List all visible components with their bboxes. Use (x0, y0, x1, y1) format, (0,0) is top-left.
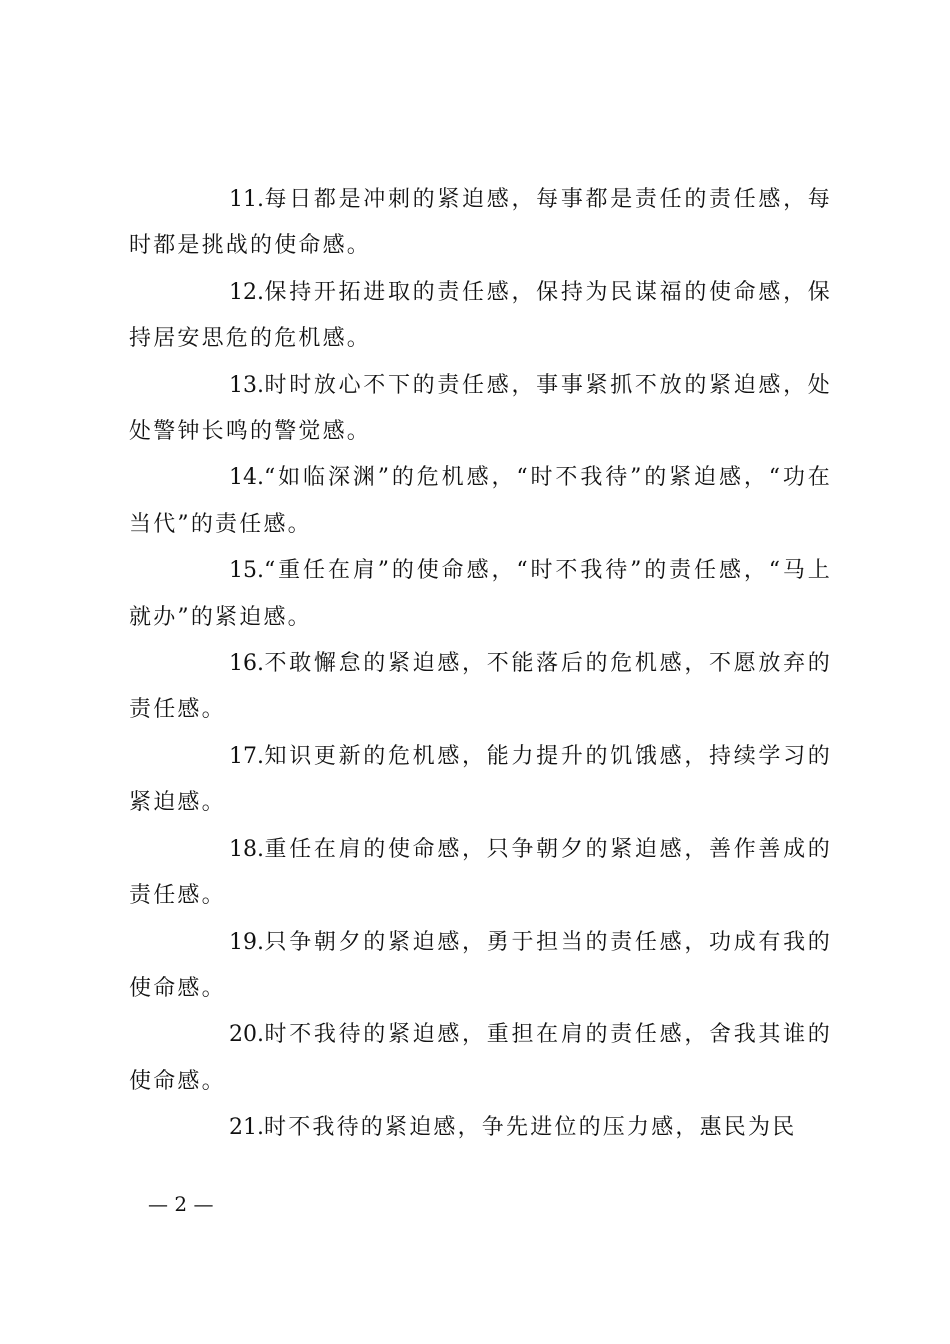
list-item (129, 641, 832, 734)
item-text: 知识更新的危机感，能力提升的饥饿感，持续学习的紧迫感。 (129, 743, 832, 816)
item-number: 14. (229, 465, 264, 491)
item-text: 只争朝夕的紧迫感，勇于担当的责任感，功成有我的使命感。 (129, 929, 832, 1001)
list-item (129, 734, 832, 827)
list-item (129, 1105, 832, 1151)
item-text: 每日都是冲刺的紧迫感，每事都是责任的责任感，每时都是挑战的使命感。 (129, 187, 832, 259)
item-number: 13. (229, 372, 264, 398)
item-text: “如临深渊”的危机感，“时不我待”的紧迫感，“功在当代”的责任感。 (129, 465, 832, 537)
item-text: “重任在肩”的使命感，“时不我待”的责任感，“马上就办”的紧迫感。 (129, 558, 832, 630)
item-text: 时不我待的紧迫感，重担在肩的责任感，舍我其谁的使命感。 (129, 1022, 832, 1094)
item-text: 保持开拓进取的责任感，保持为民谋福的使命感，保持居安思危的危机感。 (129, 279, 832, 352)
item-number: 18. (229, 836, 264, 862)
document-body (129, 177, 832, 1152)
item-number: 20. (229, 1022, 264, 1048)
item-number: 15. (229, 558, 264, 584)
list-item (129, 177, 832, 270)
page-number: — 2 — (148, 1192, 214, 1216)
list-item (129, 920, 832, 1013)
item-number: 12. (229, 279, 264, 305)
item-number: 21. (229, 1115, 264, 1141)
item-text: 时不我待的紧迫感，争先进位的压力感，惠民为民 (264, 1115, 797, 1141)
list-item (129, 270, 832, 363)
item-number: 17. (229, 743, 264, 769)
item-number: 11. (229, 187, 264, 212)
list-item (129, 827, 832, 920)
item-number: 16. (229, 651, 264, 677)
list-item (129, 1012, 832, 1105)
list-item (129, 363, 832, 456)
item-text: 不敢懈怠的紧迫感，不能落后的危机感，不愿放弃的责任感。 (129, 651, 832, 723)
item-text: 时时放心不下的责任感，事事紧抓不放的紧迫感，处处警钟长鸣的警觉感。 (129, 372, 832, 445)
list-item (129, 548, 832, 641)
item-text: 重任在肩的使命感，只争朝夕的紧迫感，善作善成的责任感。 (129, 836, 832, 909)
item-number: 19. (229, 929, 264, 955)
list-item (129, 455, 832, 548)
